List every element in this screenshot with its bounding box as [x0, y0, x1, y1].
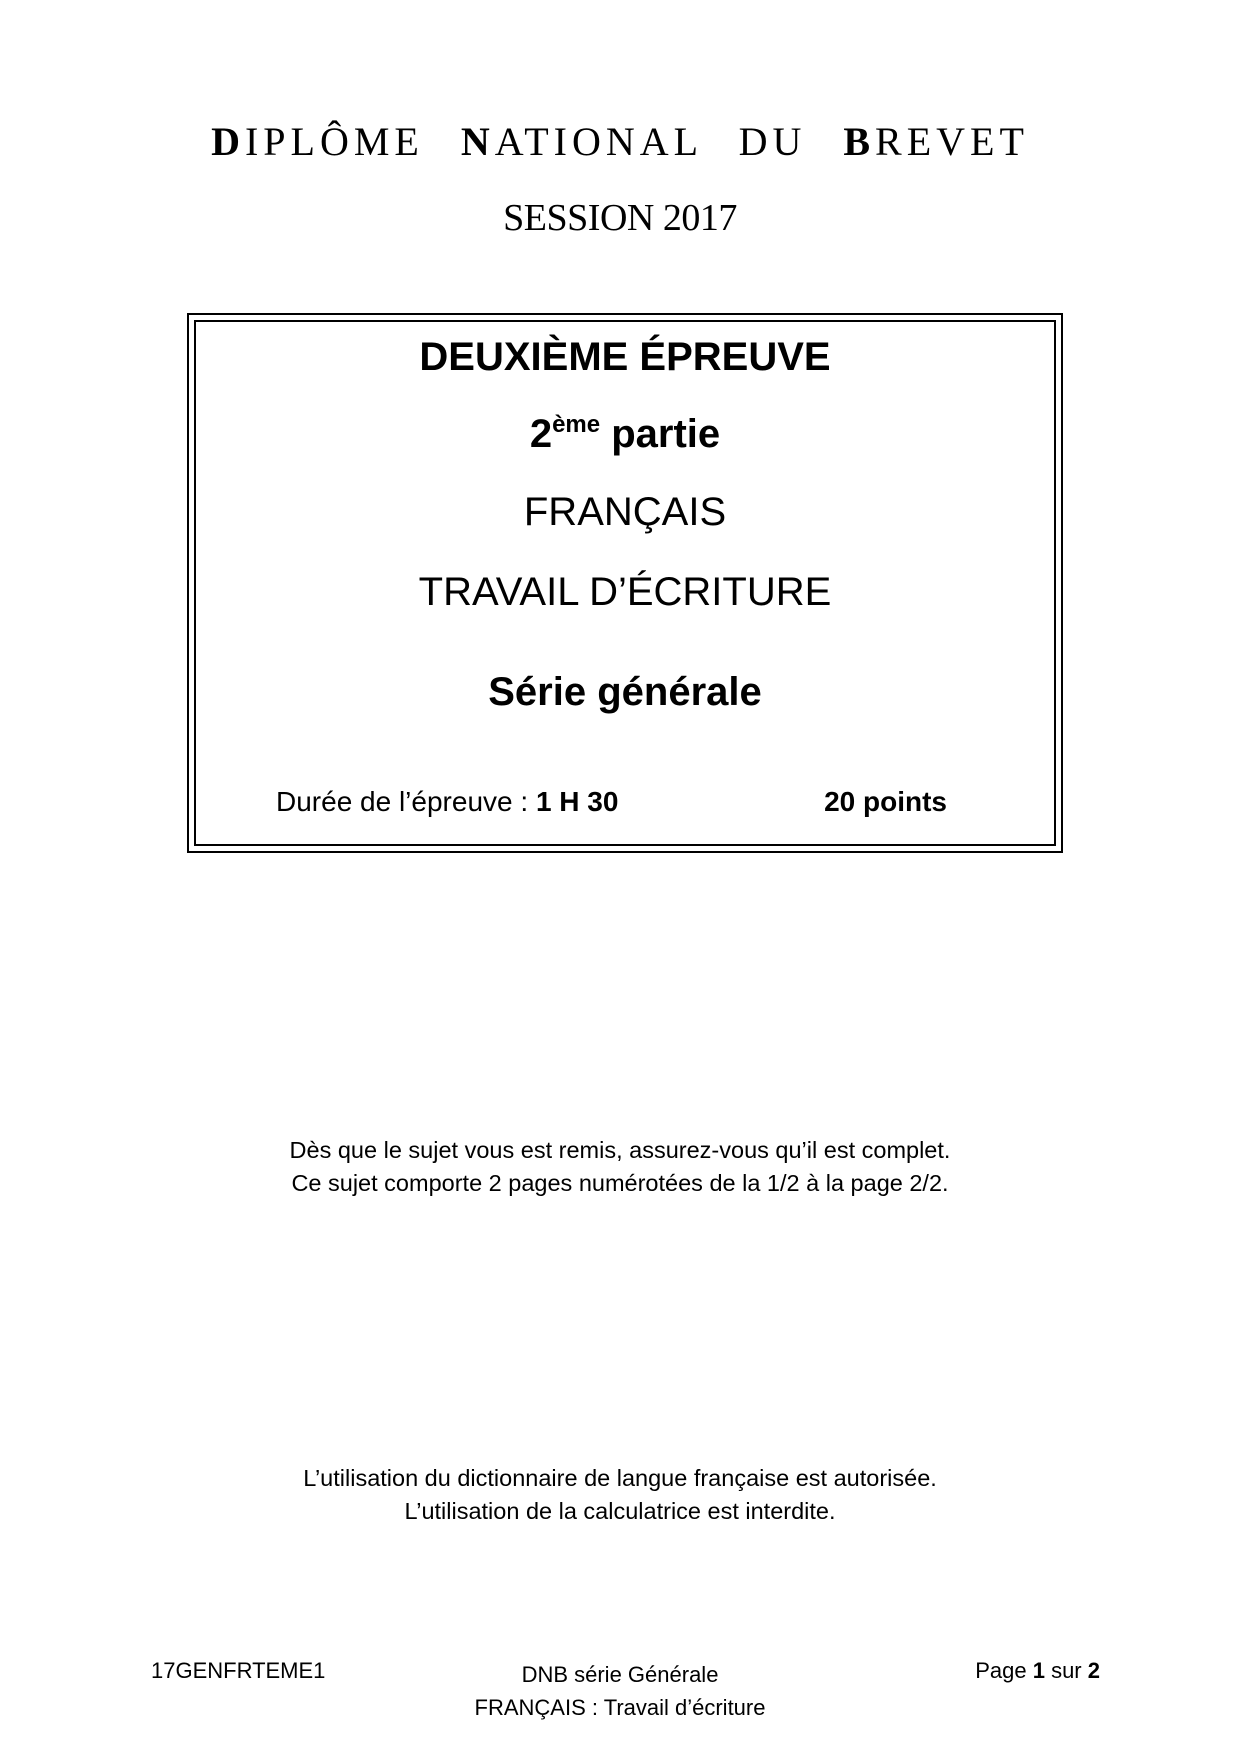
page-number: Page 1 sur 2: [975, 1658, 1100, 1683]
exam-info-box: [187, 313, 1063, 853]
subject-title: FRANÇAIS: [523, 490, 727, 534]
series-title: Série générale: [488, 670, 762, 714]
title-word: DU: [738, 119, 807, 164]
partie-title: 2ème partie: [529, 411, 721, 456]
points-total: 20 points: [824, 786, 947, 817]
completeness-notice: Dès que le sujet vous est remis, assurez-vous qu’il est complet. Ce sujet comporte 2 pages numérotées de la 1/2 à la page 2/2.: [289, 1137, 951, 1196]
title-word: BREVET: [843, 119, 1029, 164]
footer-center: DNB série Générale FRANÇAIS : Travail d’écriture: [474, 1662, 766, 1720]
session-year: SESSION 2017: [503, 197, 737, 239]
epreuve-title: DEUXIÈME ÉPREUVE: [419, 335, 831, 379]
footer-code: 17GENFRTEME1: [151, 1658, 326, 1683]
rules-notice: L’utilisation du dictionnaire de langue française est autorisée. L’utilisation de la calculatrice est interdite.: [303, 1465, 937, 1524]
title-word: DIPLÔME: [211, 119, 424, 164]
duration: Durée de l’épreuve : 1 H 30: [276, 786, 619, 817]
title-word: NATIONAL: [460, 119, 702, 164]
diploma-title: [0, 118, 1240, 165]
task-title: TRAVAIL D’ÉCRITURE: [418, 570, 832, 614]
exam-info-box-inner: [194, 320, 1056, 846]
